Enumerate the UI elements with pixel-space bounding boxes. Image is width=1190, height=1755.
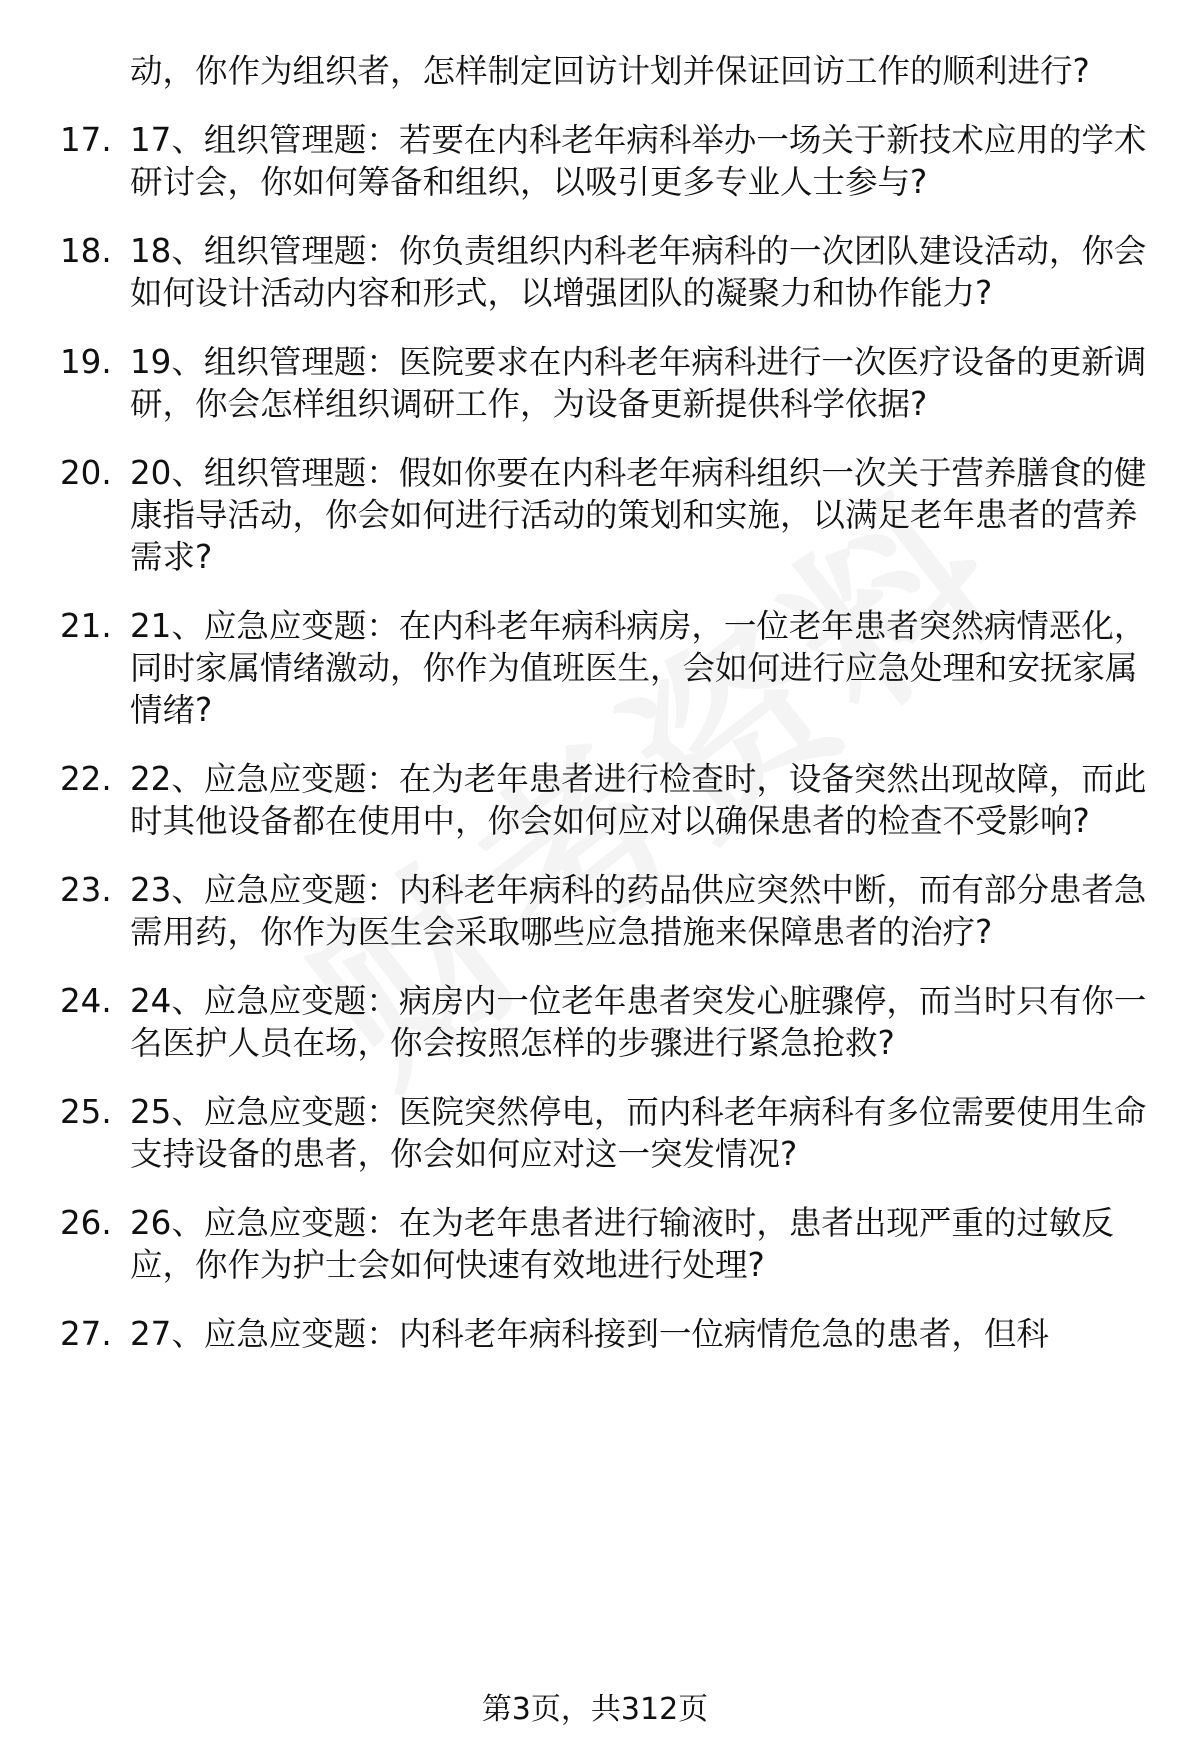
item-number: 23. (60, 871, 112, 909)
list-item (60, 758, 1150, 842)
item-text: 22、应急应变题：在为老年患者进行检查时，设备突然出现故障，而此时其他设备都在使用中，你会如何应对以确保患者的检查不受影响? (130, 760, 1147, 840)
list-item (60, 1313, 1150, 1355)
item-number: 26. (60, 1204, 112, 1242)
continued-text: 动，你作为组织者，怎样制定回访计划并保证回访工作的顺利进行? (130, 52, 1090, 90)
item-number: 21. (60, 607, 112, 645)
item-text: 23、应急应变题：内科老年病科的药品供应突然中断，而有部分患者急需用药，你作为医生会采取哪些应急措施来保障患者的治疗? (130, 871, 1147, 951)
item-text: 21、应急应变题：在内科老年病科病房，一位老年患者突然病情恶化，同时家属情绪激动，你作为值班医生，会如何进行应急处理和安抚家属情绪? (130, 607, 1147, 729)
item-number: 24. (60, 982, 112, 1020)
list-item (60, 119, 1150, 203)
list-item (60, 1202, 1150, 1286)
item-number: 27. (60, 1315, 112, 1353)
list-item (60, 341, 1150, 425)
item-text: 27、应急应变题：内科老年病科接到一位病情危急的患者，但科 (130, 1315, 1049, 1353)
list-item (60, 980, 1150, 1064)
item-text: 26、应急应变题：在为老年患者进行输液时，患者出现严重的过敏反应，你作为护士会如何快速有效地进行处理? (130, 1204, 1114, 1284)
question-list (60, 50, 1150, 1382)
item-text: 19、组织管理题：医院要求在内科老年病科进行一次医疗设备的更新调研，你会怎样组织调研工作，为设备更新提供科学依据? (130, 343, 1147, 423)
item-number: 25. (60, 1093, 112, 1131)
item-number: 17. (60, 121, 112, 159)
item-text: 18、组织管理题：你负责组织内科老年病科的一次团队建设活动，你会如何设计活动内容和形式，以增强团队的凝聚力和协作能力? (130, 232, 1147, 312)
item-text: 24、应急应变题：病房内一位老年患者突发心脏骤停，而当时只有你一名医护人员在场，你会按照怎样的步骤进行紧急抢救? (130, 982, 1147, 1062)
list-item (60, 1091, 1150, 1175)
page-footer: 第3页，共312页 (481, 1692, 709, 1727)
item-number: 20. (60, 454, 112, 492)
list-item (60, 230, 1150, 314)
item-text: 25、应急应变题：医院突然停电，而内科老年病科有多位需要使用生命支持设备的患者，你会如何应对这一突发情况? (130, 1093, 1147, 1173)
item-number: 18. (60, 232, 112, 270)
item-text: 17、组织管理题：若要在内科老年病科举办一场关于新技术应用的学术研讨会，你如何筹备和组织，以吸引更多专业人士参与? (130, 121, 1147, 201)
item-text: 20、组织管理题：假如你要在内科老年病科组织一次关于营养膳食的健康指导活动，你会如何进行活动的策划和实施，以满足老年患者的营养需求? (130, 454, 1147, 576)
list-item (60, 869, 1150, 953)
list-item (60, 605, 1150, 731)
list-item (60, 452, 1150, 578)
item-number: 19. (60, 343, 112, 381)
item-number: 22. (60, 760, 112, 798)
